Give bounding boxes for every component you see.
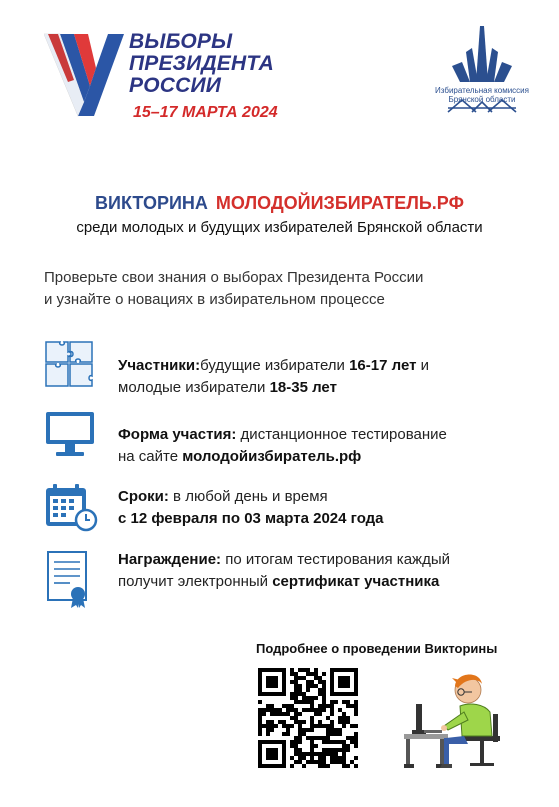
- more-info-text: Подробнее о проведении Викторины: [256, 641, 498, 656]
- qr-code[interactable]: [258, 668, 358, 768]
- quiz-heading: [0, 193, 559, 214]
- monument-icon: [432, 22, 532, 122]
- commission-name: Избирательная комиссия Брянской области: [435, 86, 529, 104]
- participants-item: Участники:будущие избиратели 16-17 лет и молодые избиратели 18-35 лет: [118, 357, 429, 396]
- quiz-label: ВИКТОРИНА: [95, 193, 208, 213]
- election-title: ВЫБОРЫ ПРЕЗИДЕНТА РОССИИ: [129, 30, 274, 97]
- election-dates: 15–17 МАРТА 2024: [133, 104, 278, 121]
- commission-emblem: [432, 22, 532, 122]
- quiz-subtitle: среди молодых и будущих избирателей Брянской области: [76, 219, 483, 236]
- elections-v-logo: [44, 30, 124, 122]
- quiz-site: МОЛОДОЙИЗБИРАТЕЛЬ.РФ: [215, 193, 464, 213]
- participation-form-item: Форма участия: дистанционное тестирование на сайте молодойизбиратель.рф: [118, 426, 447, 465]
- award-item: Награждение: по итогам тестирования каждый получит электронный сертификат участника: [118, 551, 450, 590]
- certificate-icon: [44, 550, 94, 610]
- intro-text: Проверьте свои знания о выборах Президента России и узнайте о новациях в избирательном процессе: [44, 269, 424, 308]
- computer-monitor-icon: [44, 410, 96, 460]
- person-at-computer-illustration: [398, 664, 508, 774]
- calendar-clock-icon: [44, 482, 98, 532]
- dates-item: Сроки: в любой день и время с 12 февраля по 03 марта 2024 года: [118, 488, 384, 527]
- puzzle-icon: [44, 340, 96, 388]
